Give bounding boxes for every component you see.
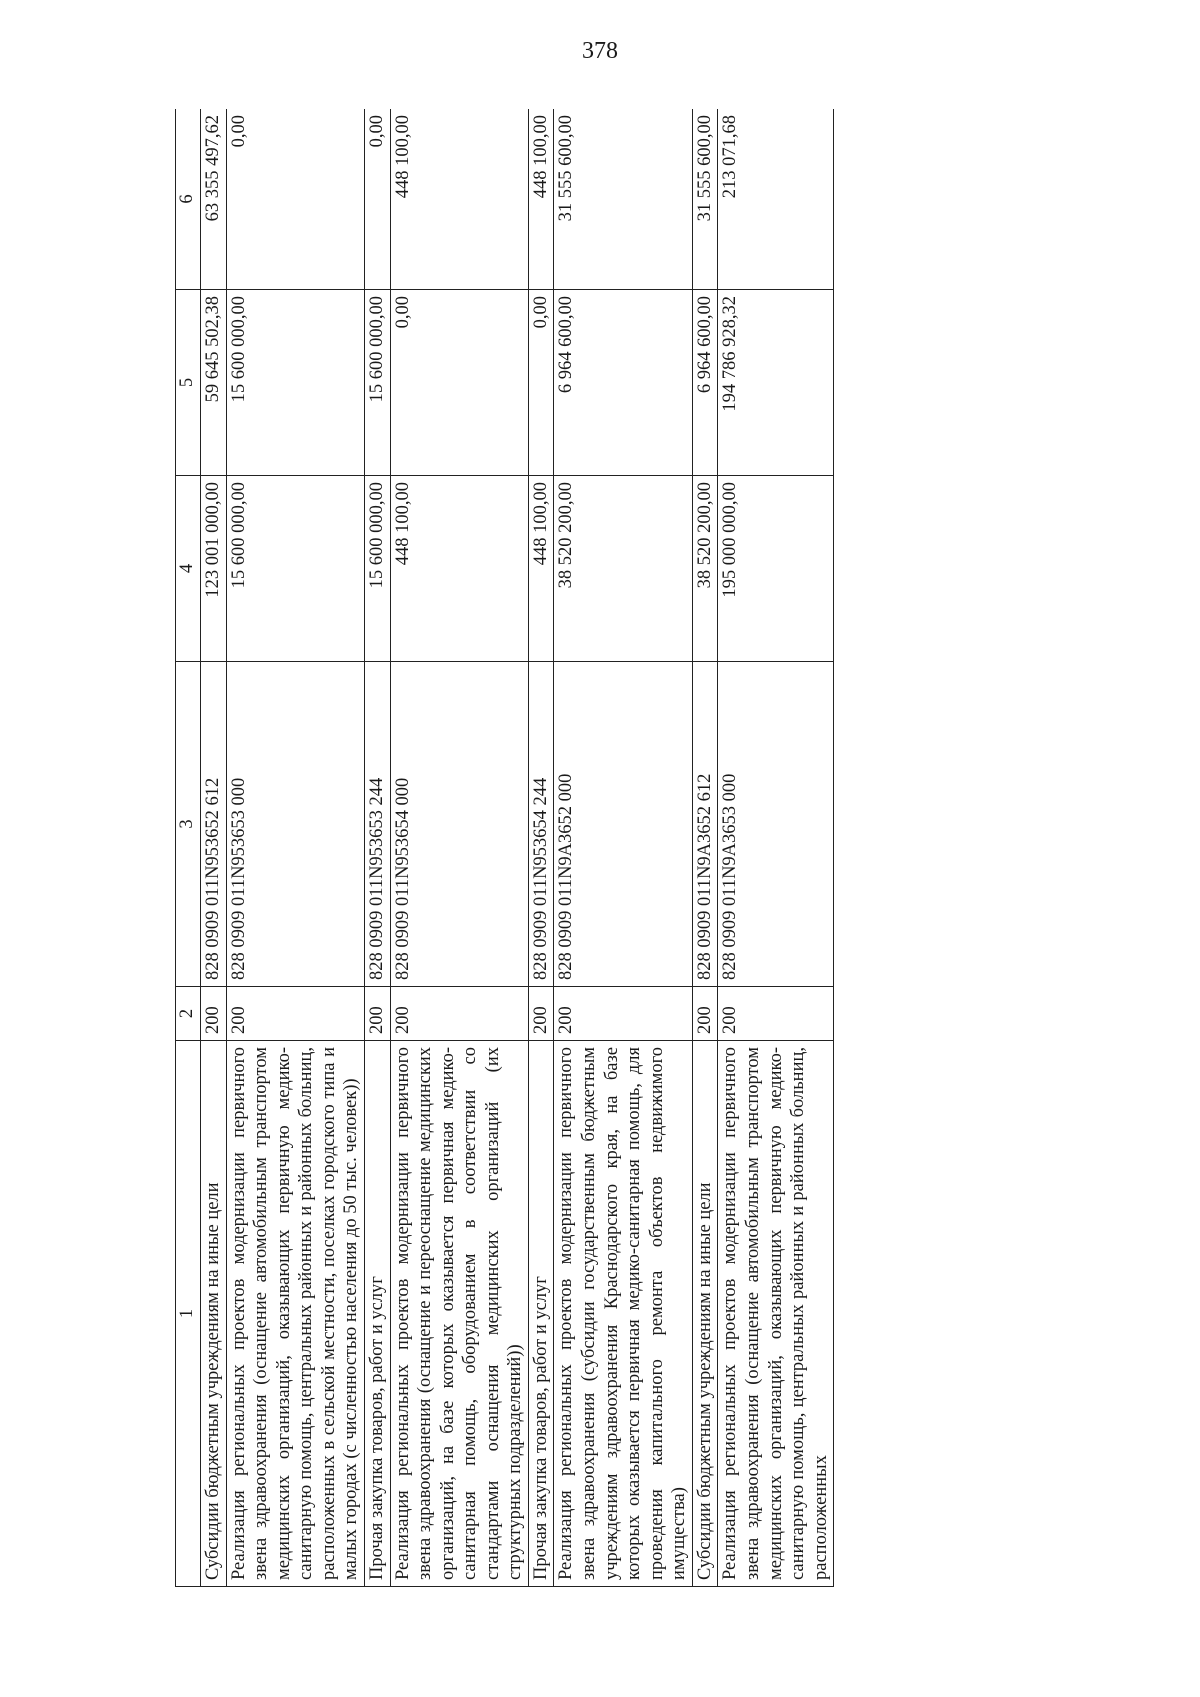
table-row xyxy=(201,109,227,1587)
row-col4: 38 520 200,00 xyxy=(554,476,692,662)
row-name: Субсидии бюджетным учреждениям на иные цели xyxy=(692,1041,718,1587)
row-col4: 448 100,00 xyxy=(390,476,528,662)
row-col4: 123 001 000,00 xyxy=(201,476,227,662)
page-number: 378 xyxy=(582,38,618,64)
header-row xyxy=(176,109,201,1587)
table-row xyxy=(718,109,834,1587)
row-code: 828 0909 011N953654 000 xyxy=(390,662,528,987)
row-name: Реализация региональных проектов модернизации первичного звена здравоохранения (оснащение автомобильным транспортом медицинских организаций, оказывающих первичную медико-санитарную помощь, центральных районных и районных больниц, расположенных xyxy=(718,1041,834,1587)
row-code: 828 0909 011N9A3653 000 xyxy=(718,662,834,987)
row-col5: 15 600 000,00 xyxy=(226,290,364,476)
row-code: 828 0909 011N953653 000 xyxy=(226,662,364,987)
row-kvr: 200 xyxy=(226,987,364,1041)
row-kvr: 200 xyxy=(528,987,554,1041)
row-name: Реализация региональных проектов модернизации первичного звена здравоохранения (оснащение автомобильным транспортом медицинских организаций, оказывающих первичную медико-санитарную помощь, центральных районных и районных больниц, расположенных в сельской местности, поселках городского типа и малых городах (с численностью населения до 50 тыс. человек)) xyxy=(226,1041,364,1587)
table-viewport xyxy=(175,109,1120,1587)
row-col6: 63 355 497,62 xyxy=(201,109,227,290)
row-kvr: 200 xyxy=(201,987,227,1041)
row-col6: 448 100,00 xyxy=(528,109,554,290)
row-col4: 195 000 000,00 xyxy=(718,476,834,662)
row-name: Прочая закупка товаров, работ и услуг xyxy=(364,1041,390,1587)
row-code: 828 0909 011N953652 612 xyxy=(201,662,227,987)
row-col4: 15 600 000,00 xyxy=(226,476,364,662)
row-col6: 31 555 600,00 xyxy=(554,109,692,290)
table-row xyxy=(554,109,692,1587)
row-name: Реализация региональных проектов модернизации первичного звена здравоохранения (субсидии государственным бюджетным учреждениям здравоохранения Краснодарского края, на базе которых оказывается первичная медико-санитарная помощь, для проведения капитального ремонта объектов недвижимого имущества) xyxy=(554,1041,692,1587)
header-col-5: 5 xyxy=(176,290,201,476)
table-row xyxy=(364,109,390,1587)
table-row xyxy=(390,109,528,1587)
budget-table xyxy=(175,109,834,1587)
rotated-table-container xyxy=(175,109,1120,1587)
row-col6: 448 100,00 xyxy=(390,109,528,290)
row-col4: 38 520 200,00 xyxy=(692,476,718,662)
row-col6: 0,00 xyxy=(226,109,364,290)
table-row xyxy=(226,109,364,1587)
row-name: Реализация региональных проектов модернизации первичного звена здравоохранения (оснащение и переоснащение медицинских организаций, на базе которых оказывается первичная медико-санитарная помощь, оборудованием в соответствии со стандартами оснащения медицинских организаций (их структурных подразделений)) xyxy=(390,1041,528,1587)
row-col6: 213 071,68 xyxy=(718,109,834,290)
row-kvr: 200 xyxy=(692,987,718,1041)
table-row xyxy=(528,109,554,1587)
row-code: 828 0909 011N9A3652 000 xyxy=(554,662,692,987)
row-col4: 448 100,00 xyxy=(528,476,554,662)
row-code: 828 0909 011N953654 244 xyxy=(528,662,554,987)
row-col6: 0,00 xyxy=(364,109,390,290)
header-col-3: 3 xyxy=(176,662,201,987)
row-kvr: 200 xyxy=(718,987,834,1041)
row-name: Субсидии бюджетным учреждениям на иные цели xyxy=(201,1041,227,1587)
header-col-6: 6 xyxy=(176,109,201,290)
table-row xyxy=(692,109,718,1587)
row-col5: 0,00 xyxy=(390,290,528,476)
row-col5: 59 645 502,38 xyxy=(201,290,227,476)
header-col-4: 4 xyxy=(176,476,201,662)
row-code: 828 0909 011N9A3652 612 xyxy=(692,662,718,987)
row-col5: 194 786 928,32 xyxy=(718,290,834,476)
row-name: Прочая закупка товаров, работ и услуг xyxy=(528,1041,554,1587)
header-col-1: 1 xyxy=(176,1041,201,1587)
row-kvr: 200 xyxy=(390,987,528,1041)
row-code: 828 0909 011N953653 244 xyxy=(364,662,390,987)
header-col-2: 2 xyxy=(176,987,201,1041)
row-kvr: 200 xyxy=(554,987,692,1041)
row-col6: 31 555 600,00 xyxy=(692,109,718,290)
row-col5: 0,00 xyxy=(528,290,554,476)
row-col5: 6 964 600,00 xyxy=(692,290,718,476)
row-col4: 15 600 000,00 xyxy=(364,476,390,662)
row-col5: 6 964 600,00 xyxy=(554,290,692,476)
row-kvr: 200 xyxy=(364,987,390,1041)
row-col5: 15 600 000,00 xyxy=(364,290,390,476)
